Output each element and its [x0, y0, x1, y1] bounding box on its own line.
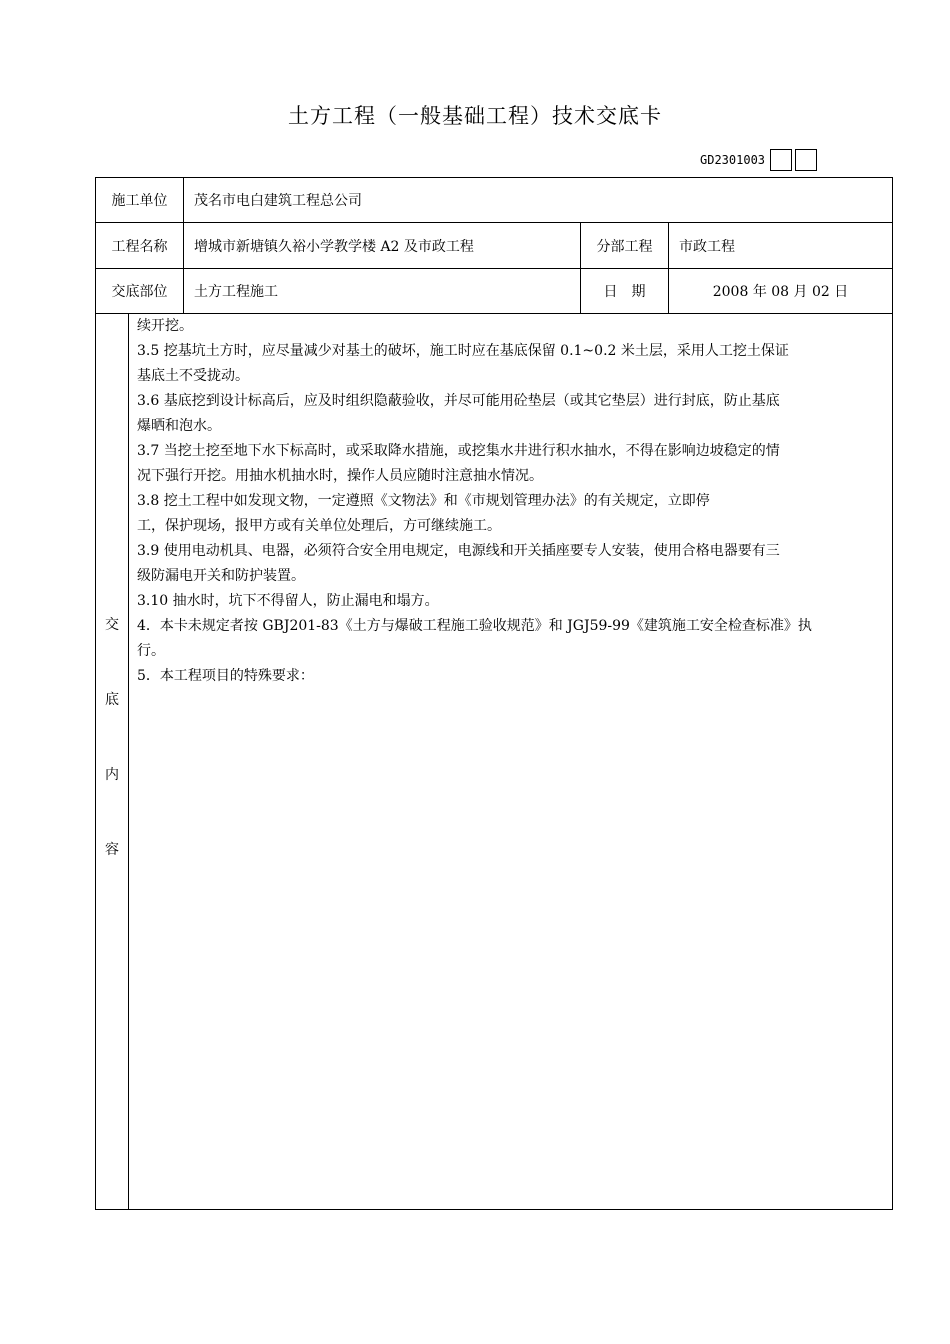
content-line: 3.10 抽水时，坑下不得留人，防止漏电和塌方。 — [137, 593, 439, 609]
content-label-char-3: 内 — [105, 767, 119, 783]
content-line: 3.6 基底挖到设计标高后，应及时组织隐蔽验收，并尽可能用砼垫层（或其它垫层）进行封底，防止基底 — [137, 393, 780, 409]
unit-value: 茂名市电白建筑工程总公司 — [194, 193, 362, 209]
part-label: 交底部位 — [96, 269, 184, 313]
content-line: 行。 — [137, 643, 165, 659]
date-label: 日 期 — [581, 269, 669, 313]
content-line: 爆晒和泡水。 — [137, 418, 221, 434]
project-label: 工程名称 — [96, 223, 184, 268]
content-line: 4．本卡未规定者按 GBJ201-83《土方与爆破工程施工验收规范》和 JGJ59-99《建筑施工安全检查标准》执 — [137, 618, 812, 634]
division-label: 分部工程 — [581, 223, 669, 268]
content-label-char-1: 交 — [105, 617, 119, 633]
page-title: 土方工程（一般基础工程）技术交底卡 — [288, 104, 662, 128]
content-line: 工，保护现场，报甲方或有关单位处理后，方可继续施工。 — [137, 518, 501, 534]
content-line: 3.7 当挖土挖至地下水下标高时，或采取降水措施，或挖集水井进行积水抽水，不得在影响边坡稳定的情 — [137, 443, 780, 459]
project-value: 增城市新塘镇久裕小学教学楼 A2 及市政工程 — [184, 223, 581, 268]
content-line: 3.9 使用电动机具、电器，必须符合安全用电规定，电源线和开关插座要专人安装，使用合格电器要有三 — [137, 543, 780, 559]
content-label-char-2: 底 — [105, 692, 119, 708]
doc-code-area — [700, 148, 817, 172]
content-label-char-4: 容 — [105, 842, 119, 858]
content-line: 3.5 挖基坑土方时，应尽量减少对基土的破坏，施工时应在基底保留 0.1~0.2 米土层，采用人工挖土保证 — [137, 343, 789, 359]
part-value: 土方工程施工 — [184, 269, 581, 313]
doc-code: GD2301003 — [700, 153, 766, 167]
unit-label: 施工单位 — [96, 178, 184, 222]
row-project-name — [96, 223, 892, 269]
code-checkbox-2[interactable] — [795, 149, 817, 171]
content-line: 况下强行开挖。用抽水机抽水时，操作人员应随时注意抽水情况。 — [137, 468, 543, 484]
content-line: 5．本工程项目的特殊要求： — [137, 668, 314, 684]
disclosure-content — [137, 314, 887, 689]
content-line: 续开挖。 — [137, 318, 193, 334]
content-label-column — [96, 314, 129, 1209]
division-value: 市政工程 — [679, 238, 735, 255]
row-disclosure-part — [96, 269, 892, 314]
code-checkbox-1[interactable] — [770, 149, 792, 171]
content-line: 基底土不受拢动。 — [137, 368, 249, 384]
row-construction-unit — [96, 178, 892, 223]
date-value: 2008 年 08 月 02 日 — [712, 284, 849, 300]
content-line: 级防漏电开关和防护装置。 — [137, 568, 305, 584]
disclosure-form-table — [95, 177, 893, 1210]
content-line: 3.8 挖土工程中如发现文物，一定遵照《文物法》和《市规划管理办法》的有关规定，立即停 — [137, 493, 710, 509]
